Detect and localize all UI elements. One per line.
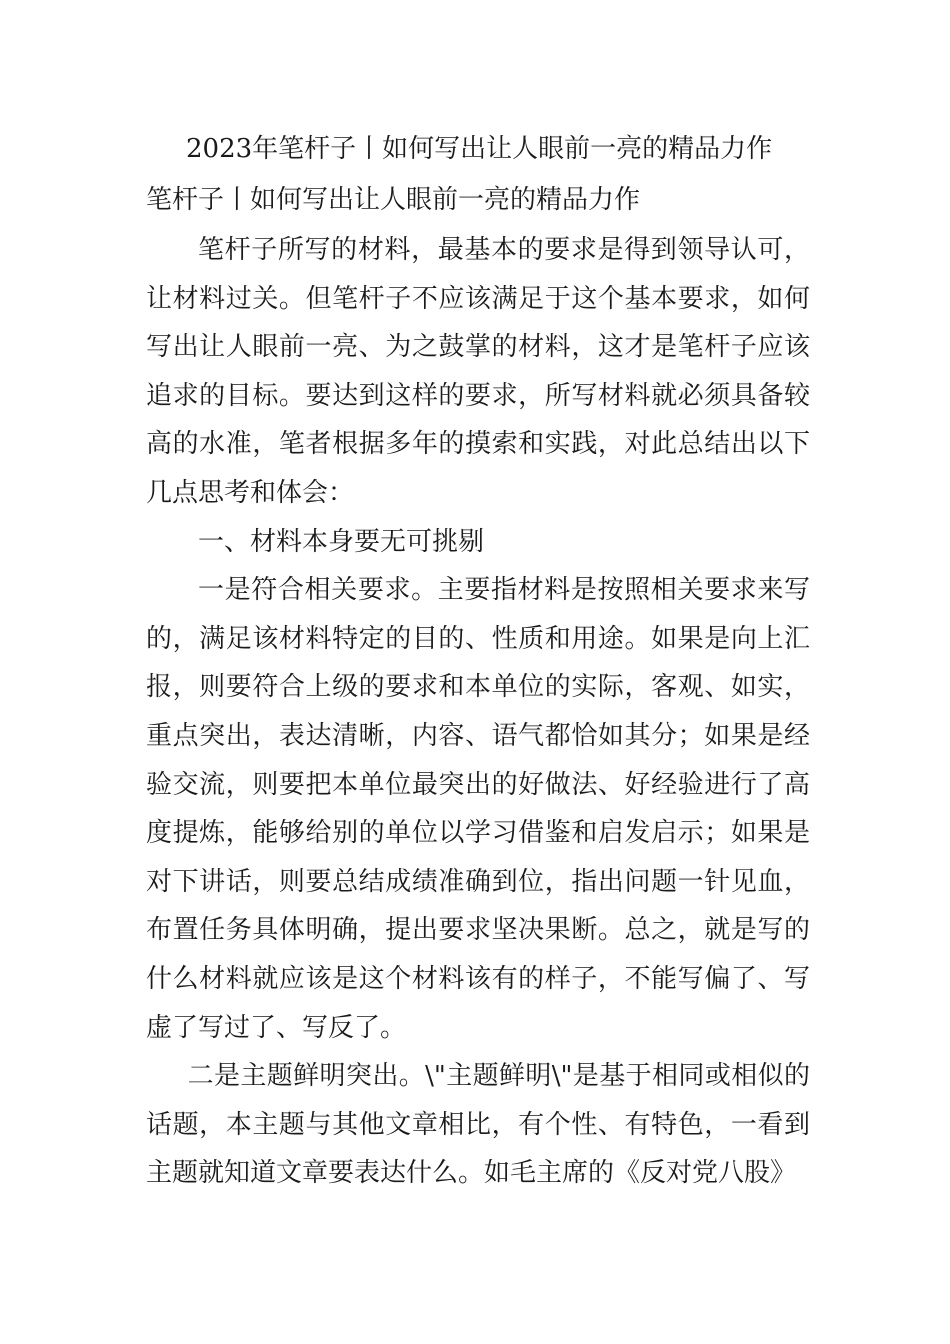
paragraph-point-one: 一是符合相关要求。主要指材料是按照相关要求来写的，满足该材料特定的目的、性质和用途。如果是向上汇报，则要符合上级的要求和本单位的实际，客观、如实，重点突出，表达清晰，内容、语气都恰如其分；如果是经验交流，则要把本单位最突出的好做法、好经验进行了高度提炼，能够给别的单位以学习借鉴和启发启示；如果是对下讲话，则要总结成绩准确到位，指出问题一针见血，布置任务具体明确，提出要求坚决果断。总之，就是写的什么材料就应该是这个材料该有的样子，不能写偏了、写虚了写过了、写反了。: [146, 575, 810, 1043]
section-heading: 一、材料本身要无可挑剔: [198, 526, 485, 557]
paragraph-point-two: 二是主题鲜明突出。\"主题鲜明\"是基于相同或相似的话题，本主题与其他文章相比，有个性、有特色，一看到主题就知道文章要表达什么。如毛主席的《反对党八股》: [146, 1061, 810, 1189]
paragraph-intro: 笔杆子所写的材料，最基本的要求是得到领导认可，让材料过关。但笔杆子不应该满足于这个基本要求，如何写出让人眼前一亮、为之鼓掌的材料，这才是笔杆子应该追求的目标。要达到这样的要求，所写材料就必须具备较高的水准，笔者根据多年的摸索和实践，对此总结出以下几点思考和体会：: [146, 235, 810, 508]
document-title: 2023年笔杆子丨如何写出让人眼前一亮的精品力作: [186, 134, 773, 164]
document-body: [146, 226, 810, 1198]
document-subtitle: 笔杆子丨如何写出让人眼前一亮的精品力作: [146, 185, 641, 215]
